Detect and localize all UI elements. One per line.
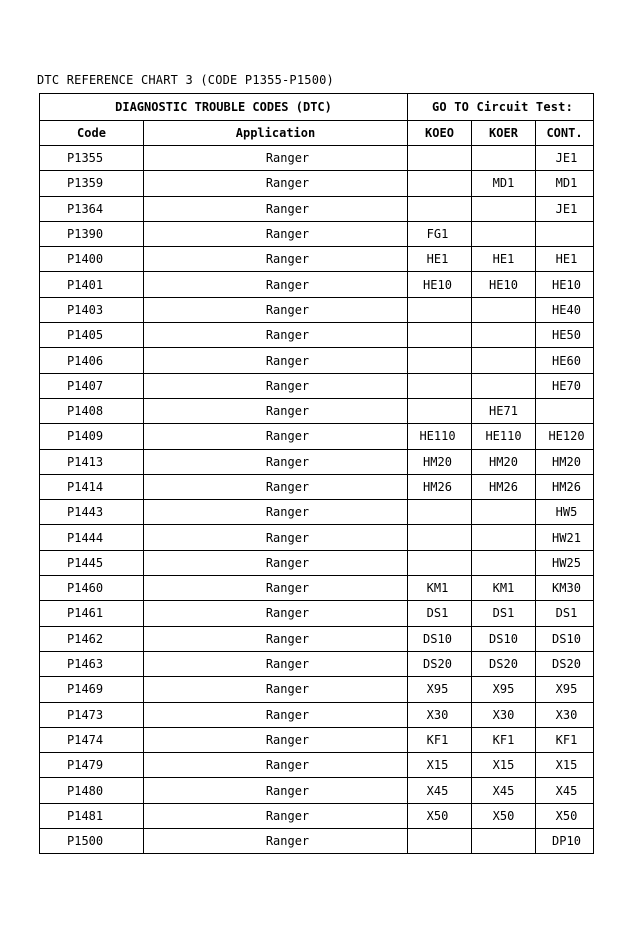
cont-cell: KM30 xyxy=(536,576,594,601)
cont-cell: X95 xyxy=(536,677,594,702)
cont-cell: X50 xyxy=(536,803,594,828)
table-row xyxy=(40,803,594,828)
application-cell: Ranger xyxy=(144,727,408,752)
cont-cell: HE40 xyxy=(536,297,594,322)
application-cell: Ranger xyxy=(144,348,408,373)
application-cell: Ranger xyxy=(144,221,408,246)
code-cell: P1355 xyxy=(40,146,144,171)
koer-cell xyxy=(472,323,536,348)
table-row xyxy=(40,272,594,297)
koer-cell xyxy=(472,348,536,373)
table-row xyxy=(40,677,594,702)
code-cell: P1461 xyxy=(40,601,144,626)
table-row xyxy=(40,626,594,651)
code-column-header: Code xyxy=(40,121,144,146)
application-cell: Ranger xyxy=(144,525,408,550)
koer-cell: DS20 xyxy=(472,651,536,676)
koer-cell: HE71 xyxy=(472,398,536,423)
code-cell: P1414 xyxy=(40,474,144,499)
koeo-cell xyxy=(408,297,472,322)
dtc-table-body xyxy=(40,146,594,854)
koer-cell: MD1 xyxy=(472,171,536,196)
cont-cell: JE1 xyxy=(536,146,594,171)
cont-cell: HE120 xyxy=(536,424,594,449)
application-cell: Ranger xyxy=(144,373,408,398)
code-cell: P1479 xyxy=(40,753,144,778)
koer-cell: X30 xyxy=(472,702,536,727)
application-cell: Ranger xyxy=(144,753,408,778)
koer-cell xyxy=(472,829,536,854)
code-cell: P1481 xyxy=(40,803,144,828)
dtc-reference-table xyxy=(39,93,594,854)
table-row xyxy=(40,651,594,676)
table-row xyxy=(40,474,594,499)
koeo-cell xyxy=(408,525,472,550)
table-row xyxy=(40,221,594,246)
koer-cell: KM1 xyxy=(472,576,536,601)
koeo-cell: X50 xyxy=(408,803,472,828)
code-cell: P1480 xyxy=(40,778,144,803)
application-cell: Ranger xyxy=(144,601,408,626)
cont-cell: HM26 xyxy=(536,474,594,499)
cont-cell: X30 xyxy=(536,702,594,727)
code-cell: P1463 xyxy=(40,651,144,676)
koer-cell xyxy=(472,221,536,246)
cont-cell xyxy=(536,221,594,246)
code-cell: P1444 xyxy=(40,525,144,550)
koeo-cell xyxy=(408,196,472,221)
application-cell: Ranger xyxy=(144,626,408,651)
koeo-cell: HE10 xyxy=(408,272,472,297)
application-cell: Ranger xyxy=(144,677,408,702)
cont-cell: HE70 xyxy=(536,373,594,398)
koer-cell: X50 xyxy=(472,803,536,828)
koeo-cell xyxy=(408,829,472,854)
code-cell: P1474 xyxy=(40,727,144,752)
koeo-cell: HM20 xyxy=(408,449,472,474)
table-row xyxy=(40,348,594,373)
table-row xyxy=(40,424,594,449)
koer-cell: DS10 xyxy=(472,626,536,651)
code-cell: P1405 xyxy=(40,323,144,348)
koeo-cell xyxy=(408,171,472,196)
koeo-cell: HM26 xyxy=(408,474,472,499)
application-cell: Ranger xyxy=(144,247,408,272)
code-cell: P1390 xyxy=(40,221,144,246)
code-cell: P1462 xyxy=(40,626,144,651)
table-row xyxy=(40,449,594,474)
application-cell: Ranger xyxy=(144,500,408,525)
application-cell: Ranger xyxy=(144,171,408,196)
koer-cell xyxy=(472,146,536,171)
cont-cell: KF1 xyxy=(536,727,594,752)
table-row xyxy=(40,373,594,398)
code-cell: P1409 xyxy=(40,424,144,449)
koeo-column-header: KOEO xyxy=(408,121,472,146)
cont-cell: DP10 xyxy=(536,829,594,854)
code-cell: P1407 xyxy=(40,373,144,398)
application-cell: Ranger xyxy=(144,398,408,423)
application-cell: Ranger xyxy=(144,323,408,348)
cont-cell: JE1 xyxy=(536,196,594,221)
code-cell: P1359 xyxy=(40,171,144,196)
code-cell: P1401 xyxy=(40,272,144,297)
koer-cell: HE110 xyxy=(472,424,536,449)
koer-cell: X45 xyxy=(472,778,536,803)
table-row xyxy=(40,601,594,626)
koeo-cell xyxy=(408,348,472,373)
koeo-cell: HE110 xyxy=(408,424,472,449)
koeo-cell: FG1 xyxy=(408,221,472,246)
application-cell: Ranger xyxy=(144,576,408,601)
code-cell: P1406 xyxy=(40,348,144,373)
cont-cell: DS10 xyxy=(536,626,594,651)
cont-cell xyxy=(536,398,594,423)
code-cell: P1408 xyxy=(40,398,144,423)
koer-cell xyxy=(472,500,536,525)
application-cell: Ranger xyxy=(144,449,408,474)
cont-cell: X45 xyxy=(536,778,594,803)
koer-cell: X95 xyxy=(472,677,536,702)
table-row xyxy=(40,778,594,803)
koer-cell: HE1 xyxy=(472,247,536,272)
cont-cell: HW5 xyxy=(536,500,594,525)
code-cell: P1400 xyxy=(40,247,144,272)
koeo-cell xyxy=(408,146,472,171)
table-row xyxy=(40,727,594,752)
koeo-cell: X30 xyxy=(408,702,472,727)
table-row xyxy=(40,550,594,575)
code-cell: P1445 xyxy=(40,550,144,575)
koeo-cell xyxy=(408,500,472,525)
table-row xyxy=(40,247,594,272)
koeo-cell xyxy=(408,323,472,348)
application-column-header: Application xyxy=(144,121,408,146)
koeo-cell xyxy=(408,398,472,423)
application-cell: Ranger xyxy=(144,272,408,297)
koeo-cell: DS20 xyxy=(408,651,472,676)
koer-cell: X15 xyxy=(472,753,536,778)
application-cell: Ranger xyxy=(144,550,408,575)
koer-cell xyxy=(472,196,536,221)
code-cell: P1473 xyxy=(40,702,144,727)
application-cell: Ranger xyxy=(144,803,408,828)
table-row xyxy=(40,525,594,550)
dtc-group-header: DIAGNOSTIC TROUBLE CODES (DTC) xyxy=(40,94,408,121)
application-cell: Ranger xyxy=(144,829,408,854)
cont-cell: HW25 xyxy=(536,550,594,575)
code-cell: P1413 xyxy=(40,449,144,474)
cont-cell: MD1 xyxy=(536,171,594,196)
cont-cell: HE1 xyxy=(536,247,594,272)
cont-cell: X15 xyxy=(536,753,594,778)
koer-cell: HE10 xyxy=(472,272,536,297)
koer-cell: HM26 xyxy=(472,474,536,499)
table-row xyxy=(40,171,594,196)
application-cell: Ranger xyxy=(144,297,408,322)
code-cell: P1443 xyxy=(40,500,144,525)
table-row xyxy=(40,297,594,322)
koer-cell xyxy=(472,550,536,575)
cont-column-header: CONT. xyxy=(536,121,594,146)
koer-cell: HM20 xyxy=(472,449,536,474)
code-cell: P1500 xyxy=(40,829,144,854)
circuit-test-group-header: GO TO Circuit Test: xyxy=(408,94,594,121)
table-row xyxy=(40,829,594,854)
cont-cell: HE10 xyxy=(536,272,594,297)
cont-cell: HW21 xyxy=(536,525,594,550)
table-row xyxy=(40,702,594,727)
cont-cell: DS20 xyxy=(536,651,594,676)
application-cell: Ranger xyxy=(144,651,408,676)
koer-cell xyxy=(472,373,536,398)
table-row xyxy=(40,576,594,601)
application-cell: Ranger xyxy=(144,474,408,499)
koer-cell: DS1 xyxy=(472,601,536,626)
table-row xyxy=(40,500,594,525)
cont-cell: HE60 xyxy=(536,348,594,373)
koeo-cell: HE1 xyxy=(408,247,472,272)
application-cell: Ranger xyxy=(144,702,408,727)
table-row xyxy=(40,398,594,423)
cont-cell: DS1 xyxy=(536,601,594,626)
koeo-cell: KM1 xyxy=(408,576,472,601)
table-row xyxy=(40,146,594,171)
cont-cell: HE50 xyxy=(536,323,594,348)
code-cell: P1403 xyxy=(40,297,144,322)
chart-caption: DTC REFERENCE CHART 3 (CODE P1355-P1500) xyxy=(37,73,334,87)
koeo-cell xyxy=(408,550,472,575)
koer-cell: KF1 xyxy=(472,727,536,752)
koer-cell xyxy=(472,525,536,550)
application-cell: Ranger xyxy=(144,778,408,803)
koeo-cell: DS1 xyxy=(408,601,472,626)
koeo-cell: X45 xyxy=(408,778,472,803)
code-cell: P1469 xyxy=(40,677,144,702)
koeo-cell: KF1 xyxy=(408,727,472,752)
table-row xyxy=(40,323,594,348)
application-cell: Ranger xyxy=(144,146,408,171)
table-row xyxy=(40,753,594,778)
koeo-cell xyxy=(408,373,472,398)
code-cell: P1364 xyxy=(40,196,144,221)
application-cell: Ranger xyxy=(144,196,408,221)
application-cell: Ranger xyxy=(144,424,408,449)
koer-cell xyxy=(472,297,536,322)
table-row xyxy=(40,196,594,221)
koer-column-header: KOER xyxy=(472,121,536,146)
code-cell: P1460 xyxy=(40,576,144,601)
cont-cell: HM20 xyxy=(536,449,594,474)
koeo-cell: X95 xyxy=(408,677,472,702)
koeo-cell: X15 xyxy=(408,753,472,778)
koeo-cell: DS10 xyxy=(408,626,472,651)
